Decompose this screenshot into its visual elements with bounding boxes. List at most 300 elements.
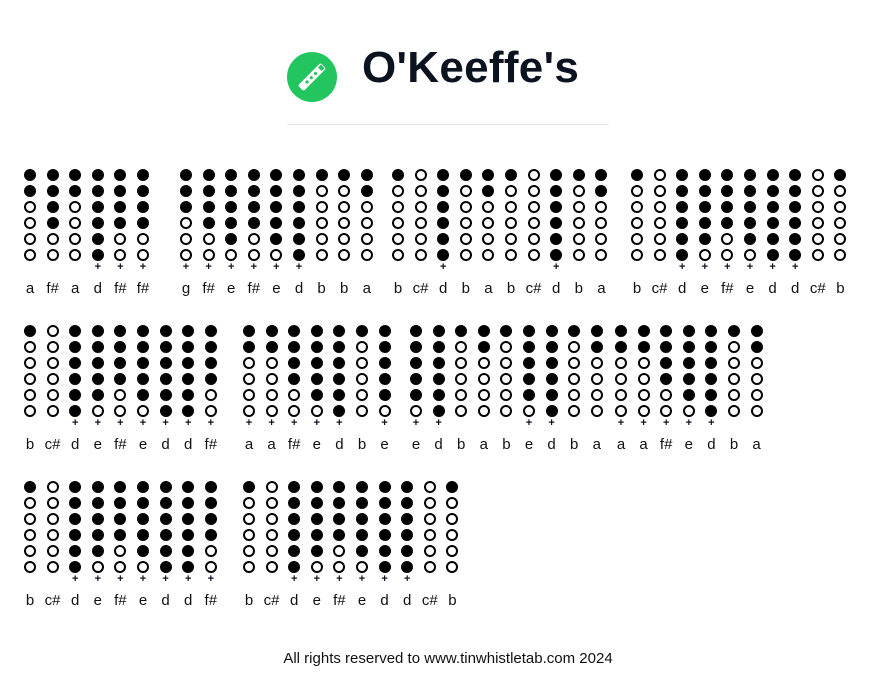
open-hole (92, 561, 104, 573)
closed-hole (433, 373, 445, 385)
open-hole (47, 405, 59, 417)
closed-hole (182, 545, 194, 557)
closed-hole (789, 169, 801, 181)
open-hole (699, 249, 711, 261)
note-label: e (93, 436, 102, 453)
note-label: f# (114, 436, 127, 453)
closed-hole (92, 233, 104, 245)
closed-hole (114, 373, 126, 385)
closed-hole (523, 389, 535, 401)
closed-hole (114, 357, 126, 369)
closed-hole (316, 169, 328, 181)
closed-hole (744, 185, 756, 197)
note-label: c# (412, 280, 429, 297)
open-hole (248, 233, 260, 245)
closed-hole (437, 217, 449, 229)
open-hole (528, 201, 540, 213)
note-label: d (71, 436, 80, 453)
closed-hole (638, 341, 650, 353)
open-hole (361, 201, 373, 213)
closed-hole (333, 373, 345, 385)
open-hole (505, 233, 517, 245)
closed-hole (114, 325, 126, 337)
closed-hole (591, 325, 603, 337)
open-hole (69, 233, 81, 245)
open-hole (528, 233, 540, 245)
open-hole (266, 561, 278, 573)
open-hole (455, 341, 467, 353)
open-hole (266, 497, 278, 509)
open-hole (505, 249, 517, 261)
closed-hole (379, 513, 391, 525)
open-hole (415, 249, 427, 261)
open-hole (751, 405, 763, 417)
note-label: a (616, 436, 626, 453)
open-hole (591, 373, 603, 385)
open-hole (528, 217, 540, 229)
open-hole (482, 249, 494, 261)
closed-hole (410, 325, 422, 337)
closed-hole (288, 529, 300, 541)
open-hole (47, 373, 59, 385)
closed-hole (182, 373, 194, 385)
open-hole (424, 497, 436, 509)
open-hole (24, 405, 36, 417)
octave-plus-marker: + (245, 417, 253, 429)
open-hole (379, 405, 391, 417)
open-hole (114, 545, 126, 557)
open-hole (266, 481, 278, 493)
closed-hole (379, 341, 391, 353)
open-hole (573, 249, 585, 261)
open-hole (392, 233, 404, 245)
open-hole (47, 389, 59, 401)
open-hole (338, 249, 350, 261)
closed-hole (114, 497, 126, 509)
open-hole (243, 529, 255, 541)
note-label: b (570, 436, 579, 453)
closed-hole (683, 389, 695, 401)
closed-hole (311, 389, 323, 401)
open-hole (424, 561, 436, 573)
closed-hole (270, 169, 282, 181)
open-hole (338, 217, 350, 229)
closed-hole (705, 373, 717, 385)
closed-hole (379, 389, 391, 401)
closed-hole (660, 325, 672, 337)
open-hole (69, 217, 81, 229)
closed-hole (182, 341, 194, 353)
closed-hole (137, 217, 149, 229)
closed-hole (293, 233, 305, 245)
octave-plus-marker: + (617, 417, 625, 429)
open-hole (660, 389, 672, 401)
closed-hole (288, 325, 300, 337)
closed-hole (767, 169, 779, 181)
closed-hole (683, 357, 695, 369)
open-hole (812, 217, 824, 229)
note-label: b (729, 436, 739, 453)
closed-hole (433, 325, 445, 337)
open-hole (137, 249, 149, 261)
closed-hole (203, 169, 215, 181)
open-hole (728, 373, 740, 385)
closed-hole (270, 201, 282, 213)
closed-hole (379, 529, 391, 541)
closed-hole (288, 481, 300, 493)
open-hole (47, 513, 59, 525)
closed-hole (205, 513, 217, 525)
open-hole (248, 249, 260, 261)
note-label: e (524, 436, 534, 453)
closed-hole (356, 513, 368, 525)
open-hole (361, 217, 373, 229)
open-hole (205, 405, 217, 417)
closed-hole (550, 217, 562, 229)
closed-hole (92, 185, 104, 197)
open-hole (24, 233, 36, 245)
closed-hole (270, 217, 282, 229)
closed-hole (160, 325, 172, 337)
open-hole (203, 233, 215, 245)
open-hole (478, 405, 490, 417)
closed-hole (47, 201, 59, 213)
closed-hole (24, 169, 36, 181)
octave-plus-marker: + (552, 261, 560, 273)
open-hole (500, 341, 512, 353)
open-hole (455, 357, 467, 369)
octave-plus-marker: + (313, 417, 321, 429)
open-hole (356, 357, 368, 369)
closed-hole (288, 497, 300, 509)
closed-hole (683, 373, 695, 385)
closed-hole (401, 513, 413, 525)
open-hole (333, 545, 345, 557)
closed-hole (401, 561, 413, 573)
octave-plus-marker: + (724, 261, 731, 273)
octave-plus-marker: + (227, 261, 235, 273)
closed-hole (160, 497, 172, 509)
closed-hole (546, 357, 558, 369)
open-hole (615, 373, 627, 385)
open-hole (812, 233, 824, 245)
closed-hole (248, 185, 260, 197)
closed-hole (356, 325, 368, 337)
octave-plus-marker: + (685, 417, 693, 429)
closed-hole (69, 481, 81, 493)
open-hole (316, 185, 328, 197)
open-hole (243, 561, 255, 573)
open-hole (203, 249, 215, 261)
closed-hole (24, 325, 36, 337)
octave-plus-marker: + (525, 417, 533, 429)
note-label: a (25, 280, 35, 297)
closed-hole (789, 249, 801, 261)
note-label: b (574, 280, 583, 297)
closed-hole (751, 341, 763, 353)
closed-hole (546, 405, 558, 417)
open-hole (333, 561, 345, 573)
closed-hole (311, 545, 323, 557)
octave-plus-marker: + (439, 261, 447, 273)
closed-hole (160, 357, 172, 369)
closed-hole (410, 389, 422, 401)
octave-plus-marker: + (250, 261, 258, 273)
open-hole (631, 217, 643, 229)
octave-plus-marker: + (94, 261, 102, 273)
closed-hole (333, 497, 345, 509)
closed-hole (523, 373, 535, 385)
octave-plus-marker: + (205, 261, 212, 273)
note-label: a (267, 436, 276, 453)
note-label: f# (204, 592, 218, 609)
closed-hole (114, 185, 126, 197)
open-hole (631, 201, 643, 213)
closed-hole (478, 341, 490, 353)
open-hole (356, 341, 368, 353)
open-hole (356, 389, 368, 401)
open-hole (243, 373, 255, 385)
note-label: f# (659, 436, 673, 453)
octave-plus-marker: + (182, 261, 190, 273)
octave-plus-marker: + (184, 573, 192, 585)
open-hole (455, 389, 467, 401)
open-hole (24, 201, 36, 213)
note-label: a (639, 436, 648, 453)
closed-hole (160, 389, 172, 401)
open-hole (812, 249, 824, 261)
closed-hole (767, 217, 779, 229)
octave-plus-marker: + (117, 417, 124, 429)
open-hole (573, 217, 585, 229)
closed-hole (180, 201, 192, 213)
note-label: f# (333, 592, 346, 609)
open-hole (528, 169, 540, 181)
closed-hole (92, 497, 104, 509)
note-label: a (752, 436, 761, 453)
open-hole (834, 249, 846, 261)
closed-hole (69, 545, 81, 557)
closed-hole (705, 341, 717, 353)
open-hole (24, 513, 36, 525)
closed-hole (243, 325, 255, 337)
note-label: d (71, 592, 80, 609)
closed-hole (160, 341, 172, 353)
open-hole (266, 389, 278, 401)
closed-hole (92, 341, 104, 353)
closed-hole (311, 513, 323, 525)
closed-hole (160, 545, 172, 557)
note-label: d (184, 592, 193, 609)
closed-hole (270, 185, 282, 197)
open-hole (812, 169, 824, 181)
open-hole (311, 561, 323, 573)
closed-hole (182, 561, 194, 573)
closed-hole (47, 185, 59, 197)
note-label: f# (287, 436, 301, 453)
note-label: c# (44, 436, 61, 453)
open-hole (47, 481, 59, 493)
closed-hole (92, 217, 104, 229)
closed-hole (137, 169, 149, 181)
open-hole (24, 249, 36, 261)
octave-plus-marker: + (640, 417, 647, 429)
open-hole (361, 233, 373, 245)
closed-hole (92, 529, 104, 541)
open-hole (478, 373, 490, 385)
closed-hole (114, 169, 126, 181)
closed-hole (182, 389, 194, 401)
note-label: d (161, 436, 170, 453)
open-hole (478, 389, 490, 401)
closed-hole (660, 373, 672, 385)
octave-plus-marker: + (548, 417, 555, 429)
open-hole (446, 513, 458, 525)
open-hole (654, 249, 666, 261)
closed-hole (433, 405, 445, 417)
closed-hole (699, 233, 711, 245)
note-label: g (181, 280, 191, 297)
closed-hole (69, 169, 81, 181)
open-hole (415, 233, 427, 245)
note-label: d (161, 592, 170, 609)
closed-hole (631, 169, 643, 181)
closed-hole (638, 325, 650, 337)
open-hole (751, 357, 763, 369)
closed-hole (505, 169, 517, 181)
note-label: d (439, 280, 448, 297)
closed-hole (437, 201, 449, 213)
open-hole (500, 389, 512, 401)
open-hole (615, 357, 627, 369)
closed-hole (69, 341, 81, 353)
closed-hole (205, 325, 217, 337)
open-hole (460, 217, 472, 229)
closed-hole (137, 373, 149, 385)
closed-hole (311, 357, 323, 369)
closed-hole (546, 373, 558, 385)
open-hole (654, 233, 666, 245)
closed-hole (270, 233, 282, 245)
note-label: b (393, 280, 403, 297)
open-hole (728, 341, 740, 353)
open-hole (631, 233, 643, 245)
open-hole (460, 233, 472, 245)
octave-plus-marker: + (791, 261, 799, 273)
open-hole (47, 357, 59, 369)
open-hole (180, 217, 192, 229)
closed-hole (379, 561, 391, 573)
closed-hole (789, 201, 801, 213)
open-hole (311, 405, 323, 417)
closed-hole (744, 233, 756, 245)
closed-hole (705, 405, 717, 417)
closed-hole (225, 217, 237, 229)
octave-plus-marker: + (117, 573, 124, 585)
closed-hole (160, 481, 172, 493)
closed-hole (767, 249, 779, 261)
closed-hole (744, 201, 756, 213)
closed-hole (114, 341, 126, 353)
open-hole (24, 357, 36, 369)
open-hole (615, 405, 627, 417)
closed-hole (437, 233, 449, 245)
note-label: b (502, 436, 511, 453)
note-label: b (244, 592, 254, 609)
open-hole (225, 249, 237, 261)
note-label: d (184, 436, 193, 453)
open-hole (568, 357, 580, 369)
open-hole (834, 201, 846, 213)
open-hole (660, 405, 672, 417)
open-hole (638, 357, 650, 369)
open-hole (568, 405, 580, 417)
note-label: c# (809, 280, 826, 297)
octave-plus-marker: + (139, 261, 147, 273)
open-hole (392, 249, 404, 261)
octave-plus-marker: + (746, 261, 754, 273)
closed-hole (182, 481, 194, 493)
closed-hole (225, 201, 237, 213)
closed-hole (721, 201, 733, 213)
note-label: f# (204, 436, 218, 453)
closed-hole (573, 169, 585, 181)
closed-hole (243, 481, 255, 493)
open-hole (728, 357, 740, 369)
closed-hole (789, 217, 801, 229)
note-label: e (138, 592, 148, 609)
closed-hole (683, 325, 695, 337)
closed-hole (69, 373, 81, 385)
open-hole (654, 185, 666, 197)
closed-hole (356, 545, 368, 557)
closed-hole (705, 389, 717, 401)
open-hole (460, 249, 472, 261)
octave-plus-marker: + (94, 573, 102, 585)
open-hole (243, 513, 255, 525)
closed-hole (615, 341, 627, 353)
closed-hole (705, 325, 717, 337)
closed-hole (205, 373, 217, 385)
open-hole (47, 249, 59, 261)
closed-hole (333, 529, 345, 541)
open-hole (415, 217, 427, 229)
open-hole (446, 497, 458, 509)
closed-hole (205, 529, 217, 541)
note-label: c# (525, 280, 542, 297)
closed-hole (410, 357, 422, 369)
closed-hole (288, 545, 300, 557)
open-hole (137, 233, 149, 245)
octave-plus-marker: + (207, 573, 215, 585)
closed-hole (160, 561, 172, 573)
open-hole (631, 249, 643, 261)
open-hole (446, 561, 458, 573)
closed-hole (288, 513, 300, 525)
open-hole (638, 373, 650, 385)
open-hole (424, 513, 436, 525)
open-hole (721, 233, 733, 245)
closed-hole (721, 185, 733, 197)
note-label: f# (721, 280, 734, 297)
open-hole (591, 357, 603, 369)
closed-hole (546, 389, 558, 401)
octave-plus-marker: + (71, 573, 79, 585)
closed-hole (500, 325, 512, 337)
note-label: b (461, 280, 470, 297)
open-hole (114, 561, 126, 573)
closed-hole (460, 169, 472, 181)
